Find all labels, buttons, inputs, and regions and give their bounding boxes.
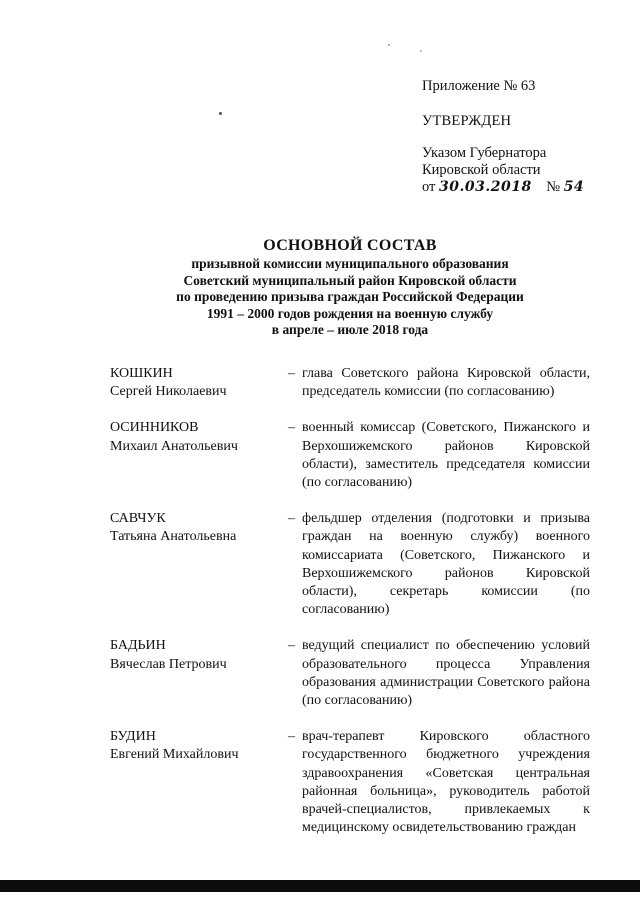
member-name <box>110 510 288 619</box>
decree-line-2: Кировской области <box>422 162 541 178</box>
dash: – <box>288 729 295 745</box>
member-name <box>110 419 288 492</box>
dash: – <box>288 511 295 527</box>
title-main: ОСНОВНОЙ СОСТАВ <box>263 237 437 254</box>
member-entry <box>110 510 590 619</box>
member-surname: КОШКИН <box>110 366 173 381</box>
title-line: Советский муниципальный район Кировской области <box>183 272 517 288</box>
member-name <box>110 637 288 710</box>
member-role: ведущий специалист по обеспечению условий образовательного процесса Управления образования администрации Советского района (по согласованию) <box>302 638 590 709</box>
member-entry <box>110 637 590 710</box>
handwritten-number: 54 <box>563 179 585 195</box>
member-role: военный комиссар (Советского, Пижанского и Верхошижемского районов Кировской области), заместитель председателя комиссии (по согласованию) <box>302 420 590 491</box>
dash: – <box>288 420 295 436</box>
member-role: врач-терапевт Кировского областного государственного бюджетного учреждения здравоохранения «Советская центральная районная больница», руководитель работой врачей-специалистов, привлекаемых к медицинскому освидетельствованию граждан <box>302 729 590 836</box>
member-given-name: Вячеслав Петрович <box>110 656 227 672</box>
member-given-name: Татьяна Анатольевна <box>110 529 237 545</box>
dash: – <box>288 638 295 654</box>
annex-number: Приложение № 63 <box>422 78 536 94</box>
decree-line-1: Указом Губернатора <box>422 145 547 161</box>
decree-date-line <box>422 179 622 196</box>
handwritten-date: 30.03.2018 <box>439 179 532 195</box>
title-line: по проведению призыва граждан Российской Федерации <box>176 289 524 305</box>
member-surname: САВЧУК <box>110 511 166 527</box>
number-prefix: № <box>546 179 561 195</box>
member-surname: БУДИН <box>110 729 156 745</box>
member-entry <box>110 728 590 837</box>
member-surname: БАДЬИН <box>110 638 166 654</box>
member-surname: ОСИННИКОВ <box>110 420 199 436</box>
member-role: глава Советского района Кировской области, председатель комиссии (по согласованию) <box>302 366 590 400</box>
member-name <box>110 728 288 837</box>
member-name <box>110 365 288 401</box>
annex-block <box>422 78 622 196</box>
dash: – <box>288 366 295 381</box>
member-given-name: Евгений Михайлович <box>110 747 239 763</box>
member-role: фельдшер отделения (подготовки и призыва граждан на военную службу) военного комиссариата (Советского, Пижанского и Верхошижемского районов Кировской области), секретарь комиссии (по согласованию) <box>302 511 590 618</box>
scan-speck <box>388 44 390 46</box>
approved-label: УТВЕРЖДЕН <box>422 113 512 129</box>
scan-speck <box>420 50 422 52</box>
member-given-name: Михаил Анатольевич <box>110 438 238 454</box>
title-line: в апреле – июле 2018 года <box>271 322 429 338</box>
members-list <box>110 365 590 855</box>
member-entry <box>110 419 590 492</box>
title-line: призывной комиссии муниципального образования <box>191 256 509 271</box>
date-prefix: от <box>422 179 436 195</box>
scan-speck <box>219 112 222 115</box>
document-title <box>100 236 600 339</box>
member-entry <box>110 365 590 401</box>
scan-edge-bar <box>0 880 640 892</box>
member-given-name: Сергей Николаевич <box>110 384 227 400</box>
title-line: 1991 – 2000 годов рождения на военную службу <box>206 305 494 321</box>
